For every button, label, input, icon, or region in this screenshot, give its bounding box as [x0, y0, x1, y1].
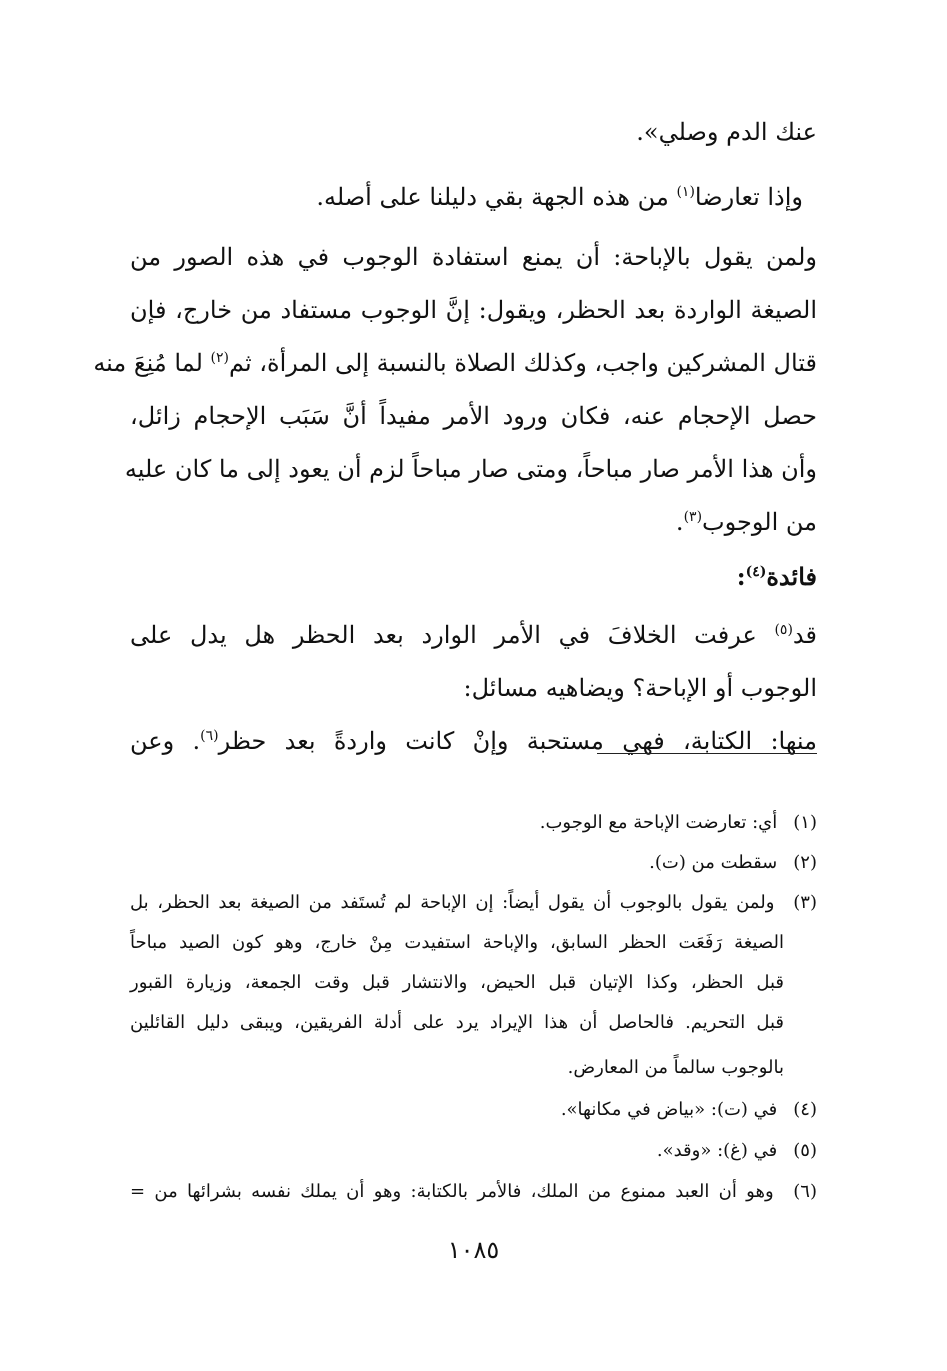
footnote-ref-5[interactable]: (٥) — [774, 622, 793, 638]
body-line-6 — [130, 396, 817, 436]
section-heading-colon: : — [736, 562, 746, 591]
footnote-3-line-5 — [130, 1053, 784, 1083]
body-line-2-rest: من هذه الجهة بقي دليلنا على أصله. — [316, 183, 677, 211]
body-line-8-rest: . — [675, 508, 684, 536]
footnote-5 — [130, 1136, 817, 1166]
footnote-3-line-2-text: الصيغة رَفَعَت الحظر السابق، والإباحة استفيدت مِنْ خارج، وهو كون الصيد مباحاً — [130, 932, 784, 953]
section-heading — [130, 557, 817, 597]
section-heading-text: فائدة — [766, 562, 817, 591]
body-line-5-rest: لما مُنِعَ منه — [93, 349, 211, 377]
footnote-3-text: ولمن يقول بالوجوب أن يقول أيضاً: إن الإباحة لم تُستَفد من الصيغة بعد الحظر، بل — [130, 892, 775, 913]
body-line-12-text: منها: الكتابة، فهي مستحبة وإنْ كانت واردةً بعد حظر — [218, 727, 817, 755]
footnote-2-number: (٢) — [793, 852, 817, 873]
footnote-1 — [130, 808, 817, 838]
body-line-3 — [130, 237, 817, 277]
footnote-4-text: في (ت): «بياض في مكانها». — [560, 1099, 778, 1120]
body-line-1-text: عنك الدم وصلي». — [636, 118, 817, 146]
footnote-1-number: (١) — [793, 812, 817, 833]
footnote-3-line-5-text: بالوجوب سالماً من المعارض. — [567, 1057, 784, 1078]
footnote-ref-3[interactable]: (٣) — [683, 509, 703, 525]
body-line-8 — [130, 502, 817, 542]
footnote-ref-4[interactable]: (٤) — [745, 564, 767, 580]
footnote-3-line-2 — [130, 928, 784, 958]
body-line-2-text: وإذا تعارضا — [694, 183, 803, 211]
body-line-7 — [124, 449, 817, 489]
body-line-5 — [93, 343, 817, 383]
footnote-3 — [130, 888, 817, 918]
body-line-11 — [130, 668, 817, 708]
body-line-6-text: حصل الإحجام عنه، فكان ورود الأمر مفيداً أنَّ سَبَب الإحجام زائل، — [130, 402, 817, 430]
body-line-10-text: قد — [792, 621, 817, 649]
footnote-4 — [130, 1095, 817, 1125]
body-line-1 — [130, 112, 817, 152]
footnote-5-number: (٥) — [793, 1140, 817, 1161]
body-line-10-rest: عرفت الخلافَ في الأمر الوارد بعد الحظر هل يدل على — [130, 621, 775, 649]
footnote-2-text: سقطت من (ت). — [649, 852, 778, 873]
body-line-12-rest: . وعن — [130, 727, 201, 755]
footnote-ref-1[interactable]: (١) — [676, 184, 695, 200]
body-line-3-text: ولمن يقول بالإباحة: أن يمنع استفادة الوجوب في هذه الصور من — [130, 243, 818, 271]
body-line-7-text: وأن هذا الأمر صار مباحاً، ومتى صار مباحاً لزم أن يعود إلى ما كان عليه — [124, 455, 817, 483]
footnote-3-line-3 — [130, 968, 784, 998]
body-line-12 — [130, 721, 817, 761]
body-line-4-text: الصيغة الواردة بعد الحظر، ويقول: إنَّ الوجوب مستفاد من خارج، فإن — [130, 296, 817, 324]
footnote-3-line-4-text: قبل التحريم. فالحاصل أن هذا الإيراد يرد على أدلة الفريقين، ويبقى دليل القائلين — [130, 1012, 784, 1033]
footnote-ref-6[interactable]: (٦) — [200, 728, 219, 744]
footnote-6-number: (٦) — [793, 1181, 817, 1202]
footnote-1-text: أي: تعارضت الإباحة مع الوجوب. — [539, 812, 778, 833]
footnote-separator — [597, 753, 817, 754]
page-number: ١٠٨٥ — [447, 1236, 500, 1264]
body-line-11-text: الوجوب أو الإباحة؟ ويضاهيه مسائل: — [463, 674, 817, 702]
footnote-3-number: (٣) — [793, 892, 817, 913]
body-line-4 — [130, 290, 817, 330]
footnote-2 — [130, 848, 817, 878]
footnote-6-text: وهو أن العبد ممنوع من الملك، فالأمر بالكتابة: وهو أن يملك نفسه بشرائها من = — [130, 1181, 774, 1202]
body-line-5-text: قتال المشركين واجب، وكذلك الصلاة بالنسبة إلى المرأة، ثم — [229, 349, 817, 377]
footnote-3-line-4 — [130, 1008, 784, 1038]
body-line-10 — [130, 615, 817, 655]
footnote-4-number: (٤) — [793, 1099, 817, 1120]
footnote-5-text: في (غ): «وقد». — [656, 1140, 778, 1161]
footnote-6 — [130, 1177, 817, 1207]
footnote-3-line-3-text: قبل الحظر، وكذا الإتيان قبل الحيض، والانتشار قبل وقت الجمعة، وزيارة القبور — [130, 972, 784, 993]
body-line-8-text: من الوجوب — [702, 508, 817, 536]
body-line-2 — [116, 177, 803, 217]
footnote-ref-2[interactable]: (٢) — [210, 350, 230, 366]
